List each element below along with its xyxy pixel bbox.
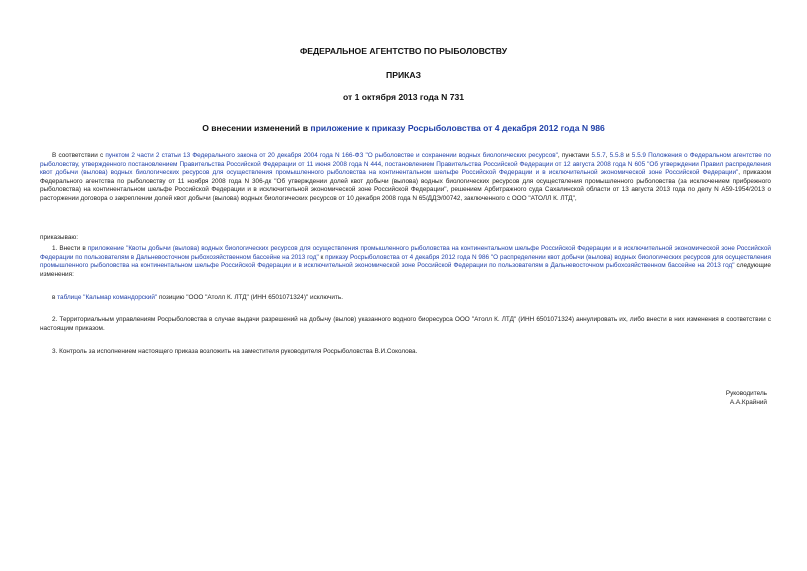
order-word: приказываю: (40, 234, 78, 241)
preamble-text: , приказом Федерального агентства по рыболовству от 11 ноября 2008 года N 306-дк "Об утверждении долей квот добычи (вылова) водных биологических ресурсов для осуществления промышленного рыболовства (за исключением прибрежного рыболовства) на континентальном шельфе Российской Федерации и в исключительной экономической зоне Российской Федерации", решением Арбитражного суда Сахалинской области от 13 августа 2013 года по делу N А59-1954/2013 о расторжении договора о закреплении долей квот добычи (вылова) водных биологических ресурсов от 10 декабря 2008 года N 65/ДДЭ/00742, заключенного с ООО "АТОЛЛ К. ЛТД", (40, 169, 771, 202)
document-type: ПРИКАЗ (386, 70, 421, 80)
preamble-text: , пунктами (557, 152, 592, 159)
item-1-text: к (318, 253, 326, 261)
item-1-sub-text: в (52, 294, 58, 301)
preamble-text: , (381, 160, 385, 168)
link-resolution-605[interactable]: постановлением Правительства Российской Федерации от 12 августа 2008 года N 605 "Об утверждении Правил распределения квот добычи (вылова) водных биологических ресурсов для осуществления промышленного рыболовства на континентальном шельфе Российской Федерации и в исключительной экономической зоне Российской Федерации" (40, 160, 771, 177)
signature-block (567, 389, 767, 407)
title-prefix: О внесении изменений в (202, 123, 311, 133)
link-appendix-quotas[interactable]: приложение "Квоты добычи (вылова) водных биологических ресурсов для осуществления промышленного рыболовства на континентальном шельфе Российской Федерации и в исключительной экономической зоне Российской Федерации по пользователям в Дальневосточном рыбохозяйственном бассейне на 2013 год" (40, 245, 771, 261)
item-3-paragraph: 3. Контроль за исполнением настоящего приказа возложить на заместителя руководителя Росрыболовства В.И.Соколова. (52, 348, 418, 355)
link-point-5-5-7[interactable]: 5.5.7 (591, 152, 606, 159)
document-title (0, 123, 807, 133)
item-1-sub-paragraph (40, 294, 771, 303)
item-1-text: следующие изменения: (40, 262, 771, 278)
item-1-paragraph (40, 245, 771, 279)
link-order-986[interactable]: приказу Росрыболовства от 4 декабря 2012 года N 986 "О распределении квот добычи (вылова) водных биологических ресурсов для осуществления промышленного рыболовства на континентальном шельфе Российской Федерации и в исключительной экономической зоне Российской Федерации по пользователям в Дальневосточном рыбохозяйственном бассейне на 2013 год" (40, 253, 771, 270)
document-date-number: от 1 октября 2013 года N 731 (342, 92, 465, 102)
agency-name: ФЕДЕРАЛЬНОЕ АГЕНТСТВО ПО РЫБОЛОВСТВУ (299, 46, 508, 56)
signatory-position: Руководитель (725, 390, 767, 397)
preamble-text: и (623, 152, 632, 159)
link-point-5-5-8[interactable]: 5.5.8 (609, 152, 624, 159)
link-table-squid[interactable]: таблице "Кальмар командорский" (57, 294, 158, 301)
signatory-name: А.А.Крайний (729, 399, 767, 406)
preamble-text: В соответствии с (52, 152, 106, 159)
item-1-sub-text: позицию "ООО "Атолл К. ЛТД" (ИНН 6501071324)" исключить. (157, 294, 343, 301)
link-federal-law[interactable]: пунктом 2 части 2 статьи 13 Федерального закона от 20 декабря 2004 года N 166-ФЗ "О рыболовстве и сохранении водных биологических ресурсов" (105, 152, 558, 159)
item-1-text: 1. Внести в (52, 245, 88, 252)
title-link-appendix[interactable]: приложение к приказу Росрыболовства от 4 декабря 2012 года N 986 (310, 123, 605, 133)
preamble-paragraph (40, 152, 771, 204)
item-2-paragraph: 2. Территориальным управлениям Росрыболовства в случае выдачи разрешений на добычу (вылов) указанного водного биоресурса ООО "Атолл К. ЛТД" (ИНН 6501071324) аннулировать их, либо внести в них изменения в соответствии с настоящим приказом. (40, 316, 771, 332)
preamble-text: , (605, 152, 610, 159)
link-regulation-444[interactable]: 5.5.9 Положения о Федеральном агентстве по рыболовству, утвержденного постановлением Правительства Российской Федерации от 11 июня 2008 года N 444 (40, 152, 771, 168)
